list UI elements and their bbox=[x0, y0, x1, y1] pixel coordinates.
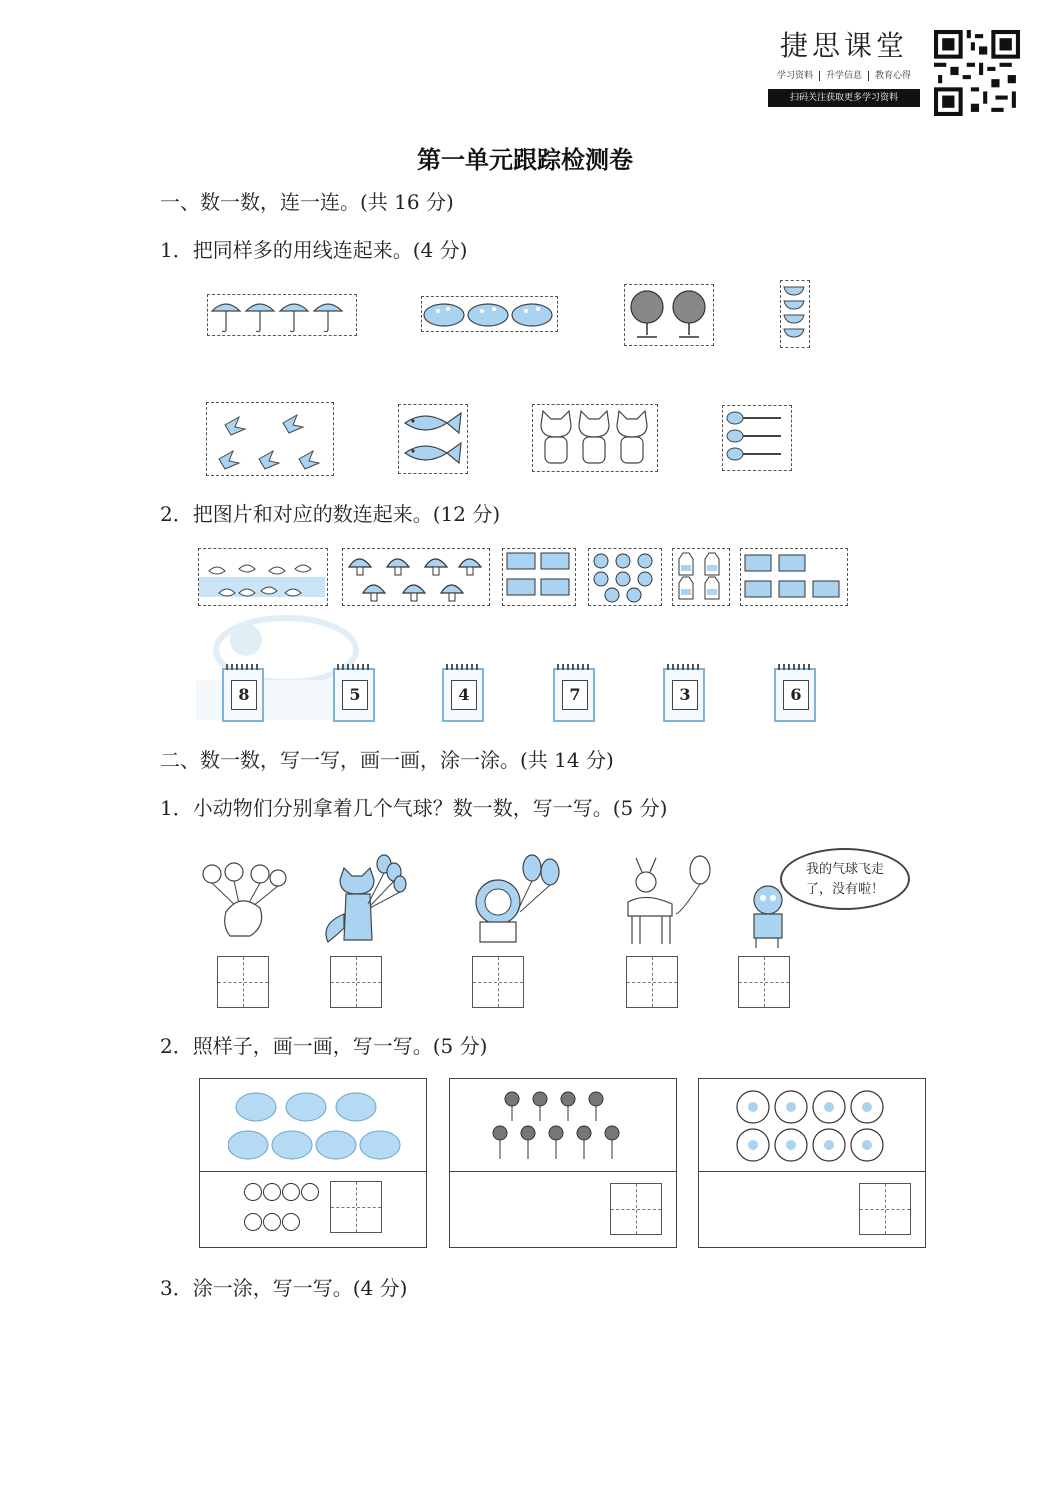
speech-line: 我的气球飞走 bbox=[805, 862, 884, 877]
answer-box[interactable] bbox=[217, 956, 269, 1008]
tomato-panel bbox=[199, 1078, 427, 1248]
answer-box[interactable] bbox=[859, 1183, 911, 1235]
fish-group[interactable] bbox=[398, 404, 468, 474]
bowl-icon bbox=[781, 281, 807, 345]
deer-icon bbox=[612, 852, 716, 948]
umbrella-icon bbox=[208, 295, 354, 335]
cat-icon bbox=[533, 405, 655, 469]
bowl-group[interactable] bbox=[780, 280, 810, 348]
brand-name: 捷思课堂 bbox=[779, 29, 908, 62]
snail-icon bbox=[589, 549, 659, 603]
bird-icon bbox=[207, 403, 331, 473]
qr-code-icon[interactable] bbox=[934, 30, 1020, 116]
q2-label: 2．把图片和对应的数连起来。(12 分) bbox=[160, 502, 501, 526]
bread-icon bbox=[422, 297, 555, 329]
mushroom-group[interactable] bbox=[342, 548, 490, 606]
number-card[interactable] bbox=[774, 668, 816, 722]
number-card[interactable] bbox=[222, 668, 264, 722]
spoon-group[interactable] bbox=[722, 405, 792, 471]
speech-bubble bbox=[780, 848, 910, 910]
box-group[interactable] bbox=[502, 548, 576, 606]
section1-heading: 一、数一数，连一连。(共 16 分) bbox=[160, 190, 454, 214]
q1-label: 1．把同样多的用线连起来。(4 分) bbox=[160, 238, 468, 262]
football-icon bbox=[735, 1087, 895, 1167]
answer-box[interactable] bbox=[472, 956, 524, 1008]
fox-icon bbox=[318, 854, 410, 948]
sunflower-icon bbox=[490, 1087, 640, 1167]
answer-box[interactable] bbox=[610, 1183, 662, 1235]
milk-carton-group[interactable] bbox=[672, 548, 730, 606]
number-card-value: 3 bbox=[672, 680, 698, 710]
globe-icon bbox=[625, 285, 711, 343]
answer-box[interactable] bbox=[626, 956, 678, 1008]
box-icon bbox=[503, 549, 573, 603]
brand-slogan: 扫码关注获取更多学习资料 bbox=[768, 89, 920, 107]
football-panel bbox=[698, 1078, 926, 1248]
number-card-value: 5 bbox=[342, 680, 368, 710]
number-card[interactable] bbox=[333, 668, 375, 722]
brand-tag: 升学信息 bbox=[825, 71, 862, 81]
number-card[interactable] bbox=[663, 668, 705, 722]
sunflower-panel bbox=[449, 1078, 677, 1248]
answer-box[interactable] bbox=[330, 956, 382, 1008]
s2-q1-label: 1．小动物们分别拿着几个气球？数一数，写一写。(5 分) bbox=[160, 796, 668, 820]
tomato-icon bbox=[228, 1087, 404, 1167]
number-card[interactable] bbox=[553, 668, 595, 722]
answer-box[interactable] bbox=[738, 956, 790, 1008]
fish-icon bbox=[399, 405, 465, 471]
lion-icon bbox=[462, 852, 566, 948]
s2-q2-label: 2．照样子，画一画，写一写。(5 分) bbox=[160, 1034, 488, 1058]
bread-group[interactable] bbox=[421, 296, 558, 332]
globe-group[interactable] bbox=[624, 284, 714, 346]
brand-tags bbox=[768, 68, 920, 81]
umbrella-group[interactable] bbox=[207, 294, 357, 336]
page-title: 第一单元跟踪检测卷 bbox=[417, 146, 633, 174]
book-group[interactable] bbox=[740, 548, 848, 606]
spoon-icon bbox=[723, 406, 789, 468]
number-card-value: 6 bbox=[783, 680, 809, 710]
brand-tag: 学习资料 bbox=[776, 71, 813, 81]
brand-block bbox=[768, 26, 920, 107]
bird-group[interactable] bbox=[206, 402, 334, 476]
section2-heading: 二、数一数，写一写，画一画，涂一涂。(共 14 分) bbox=[160, 748, 614, 772]
brand-tag: 教育心得 bbox=[875, 71, 912, 81]
duck-icon bbox=[199, 549, 325, 603]
snail-group[interactable] bbox=[588, 548, 662, 606]
hedgehog-icon bbox=[200, 862, 290, 942]
number-card-value: 7 bbox=[562, 680, 588, 710]
number-card-value: 4 bbox=[451, 680, 477, 710]
speech-line: 了，没有啦！ bbox=[805, 882, 884, 897]
duck-group[interactable] bbox=[198, 548, 328, 606]
number-card-value: 8 bbox=[231, 680, 257, 710]
cat-group[interactable] bbox=[532, 404, 658, 472]
number-card[interactable] bbox=[442, 668, 484, 722]
mushroom-icon bbox=[343, 549, 487, 603]
book-icon bbox=[741, 549, 845, 603]
answer-box[interactable] bbox=[330, 1181, 382, 1233]
milk-carton-icon bbox=[673, 549, 727, 603]
s2-q3-label: 3．涂一涂，写一写。(4 分) bbox=[160, 1276, 408, 1300]
